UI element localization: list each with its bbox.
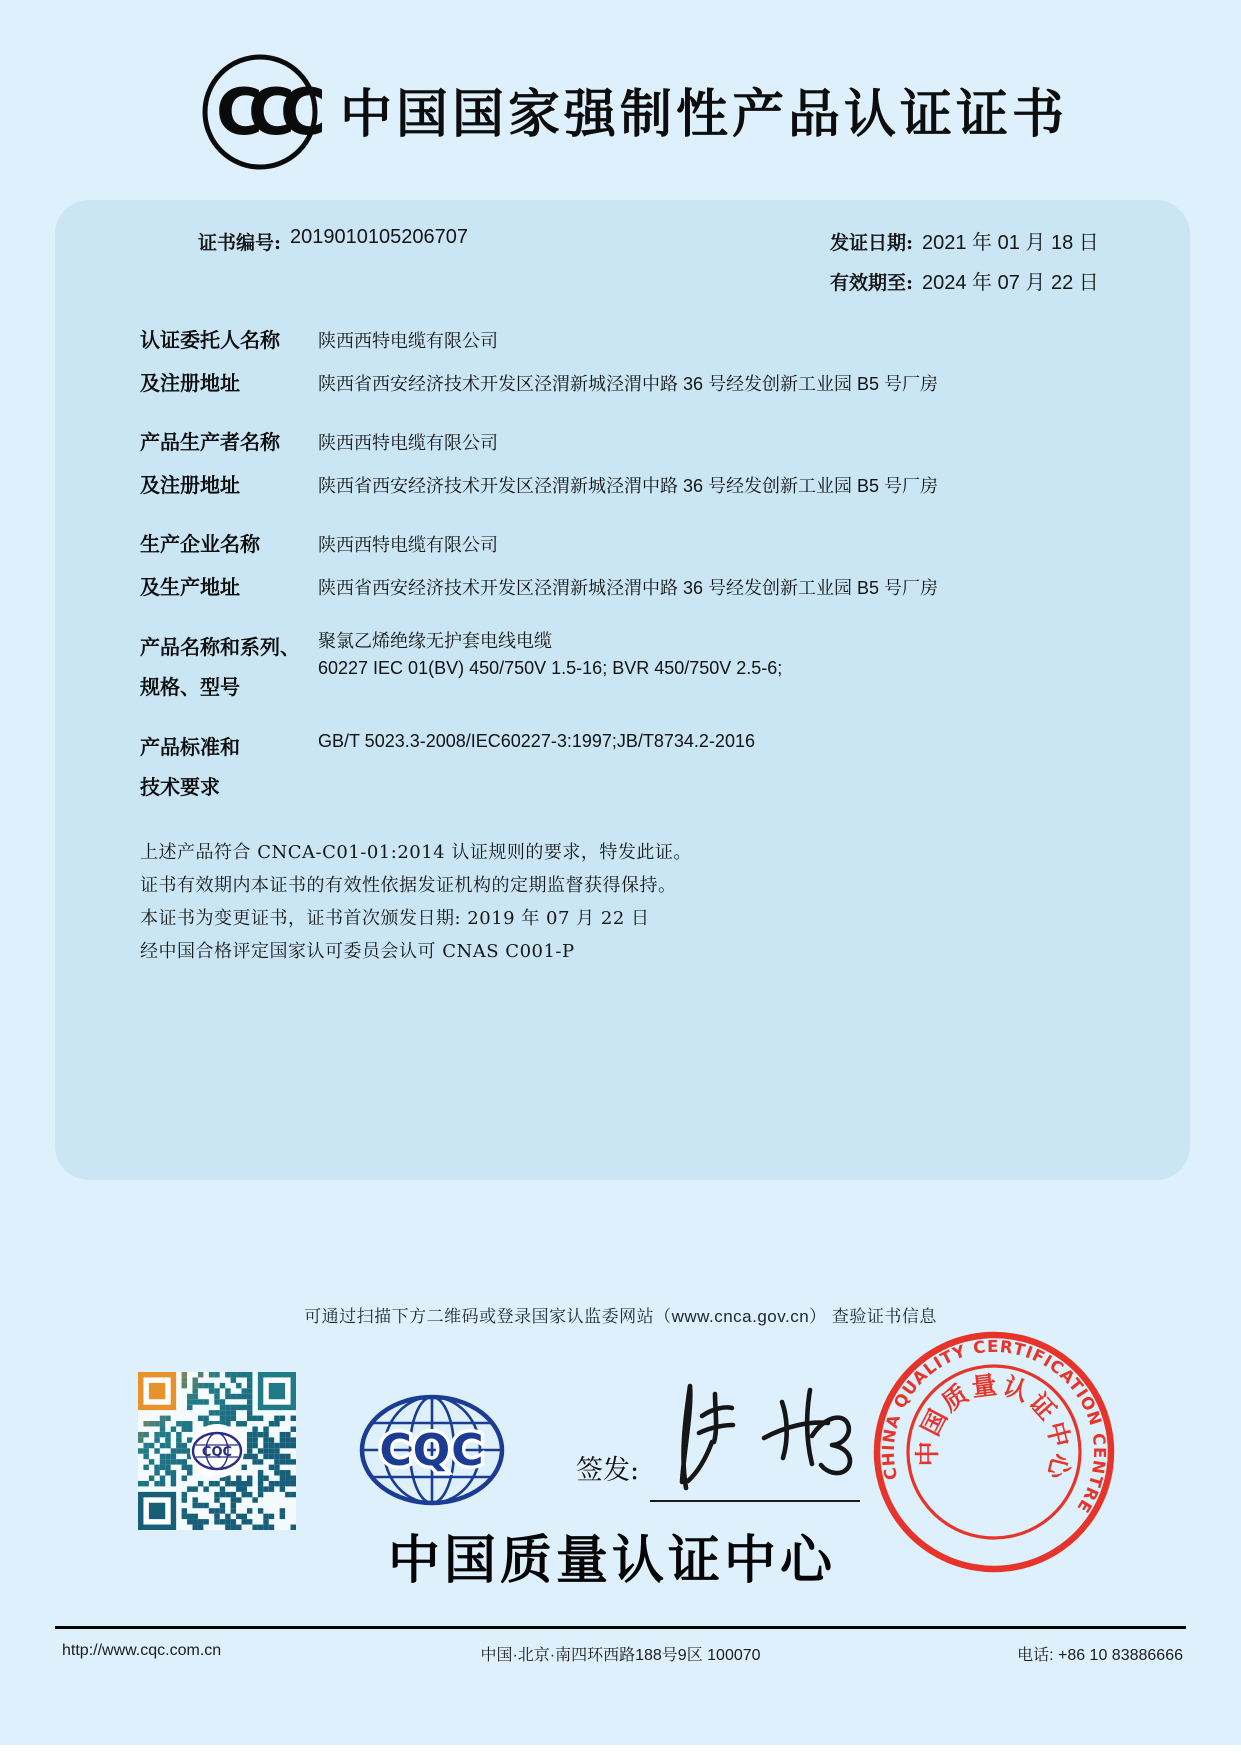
certificate-title: 中国国家强制性产品认证证书: [340, 86, 1069, 144]
issue-date-value: 2021 年 01 月 18 日: [922, 232, 1099, 254]
statement-line: 上述产品符合 CNCA-C01-01:2014 认证规则的要求，特发此证。: [140, 842, 692, 863]
svg-text:CQC: CQC: [201, 1445, 233, 1460]
field-product: [140, 628, 1198, 708]
issuer-org-name: 中国质量认证中心: [388, 1532, 837, 1590]
field-label: 产品生产者名称: [140, 432, 280, 454]
field-label: 生产企业名称: [140, 534, 260, 556]
footer-website: http://www.cqc.com.cn: [62, 1642, 222, 1659]
footer-address: 中国·北京·南四环西路188号9区 100070: [480, 1647, 761, 1664]
cert-number-value: 2019010105206707: [290, 226, 468, 248]
field-label: 技术要求: [140, 777, 220, 799]
field-label: 认证委托人名称: [140, 330, 280, 352]
expiry-date-label: 有效期至:: [830, 272, 914, 294]
footer-divider: [55, 1626, 1186, 1629]
svg-text:中国质量认证中心: 中国质量认证中心: [912, 1369, 1077, 1485]
svg-text:CCC: CCC: [216, 76, 312, 150]
sign-label: 签发:: [576, 1455, 640, 1486]
field-value: 聚氯乙烯绝缘无护套电线电缆: [318, 631, 552, 651]
qr-code: [138, 1372, 296, 1530]
svg-text:CHINA QUALITY CERTIFICATION CE: CHINA QUALITY CERTIFICATION CENTRE: [878, 1336, 1110, 1517]
field-standard: [140, 728, 1198, 808]
cqc-logo-icon: [356, 1392, 508, 1510]
statement-line: 经中国合格评定国家认可委员会认可 CNAS C001-P: [140, 941, 575, 962]
field-label: 及注册地址: [140, 373, 240, 395]
field-value: 陕西省西安经济技术开发区泾渭新城泾渭中路 36 号经发创新工业园 B5 号厂房: [318, 476, 939, 496]
field-value: 陕西西特电缆有限公司: [318, 331, 498, 351]
ccc-mark-icon: [198, 50, 322, 174]
svg-text:CQC: CQC: [379, 1425, 485, 1476]
signature: [652, 1378, 872, 1500]
footer-phone: 电话: +86 10 83886666: [1017, 1647, 1183, 1664]
verification-note: 可通过扫描下方二维码或登录国家认监委网站（www.cnca.gov.cn） 查验证书信息: [304, 1307, 937, 1326]
field-label: 规格、型号: [140, 677, 240, 699]
statement-line: 本证书为变更证书，证书首次颁发日期: 2019 年 07 月 22 日: [140, 908, 650, 929]
field-label: 产品标准和: [140, 737, 240, 759]
issue-date-label: 发证日期:: [830, 232, 914, 254]
field-producer: [140, 422, 1198, 508]
signature-underline: [650, 1500, 860, 1502]
field-label: 产品名称和系列、: [140, 637, 300, 659]
field-value: 陕西西特电缆有限公司: [318, 433, 498, 453]
field-value: 陕西西特电缆有限公司: [318, 535, 498, 555]
statements: [140, 836, 692, 968]
issuer-stamp-icon: [868, 1326, 1120, 1578]
qr-center-logo-icon: [190, 1424, 244, 1478]
cert-number-label: 证书编号:: [198, 232, 282, 254]
field-value: 陕西省西安经济技术开发区泾渭新城泾渭中路 36 号经发创新工业园 B5 号厂房: [318, 578, 939, 598]
field-applicant: [140, 320, 1198, 406]
field-manufacturer: [140, 524, 1198, 610]
field-value: 60227 IEC 01(BV) 450/750V 1.5-16; BVR 450/750V 2.5-6;: [318, 658, 783, 678]
field-value: 陕西省西安经济技术开发区泾渭新城泾渭中路 36 号经发创新工业园 B5 号厂房: [318, 374, 939, 394]
statement-line: 证书有效期内本证书的有效性依据发证机构的定期监督获得保持。: [140, 875, 677, 896]
field-label: 及注册地址: [140, 475, 240, 497]
field-label: 及生产地址: [140, 577, 240, 599]
expiry-date-value: 2024 年 07 月 22 日: [922, 272, 1099, 294]
field-value: GB/T 5023.3-2008/IEC60227-3:1997;JB/T8734.2-2016: [318, 731, 755, 751]
